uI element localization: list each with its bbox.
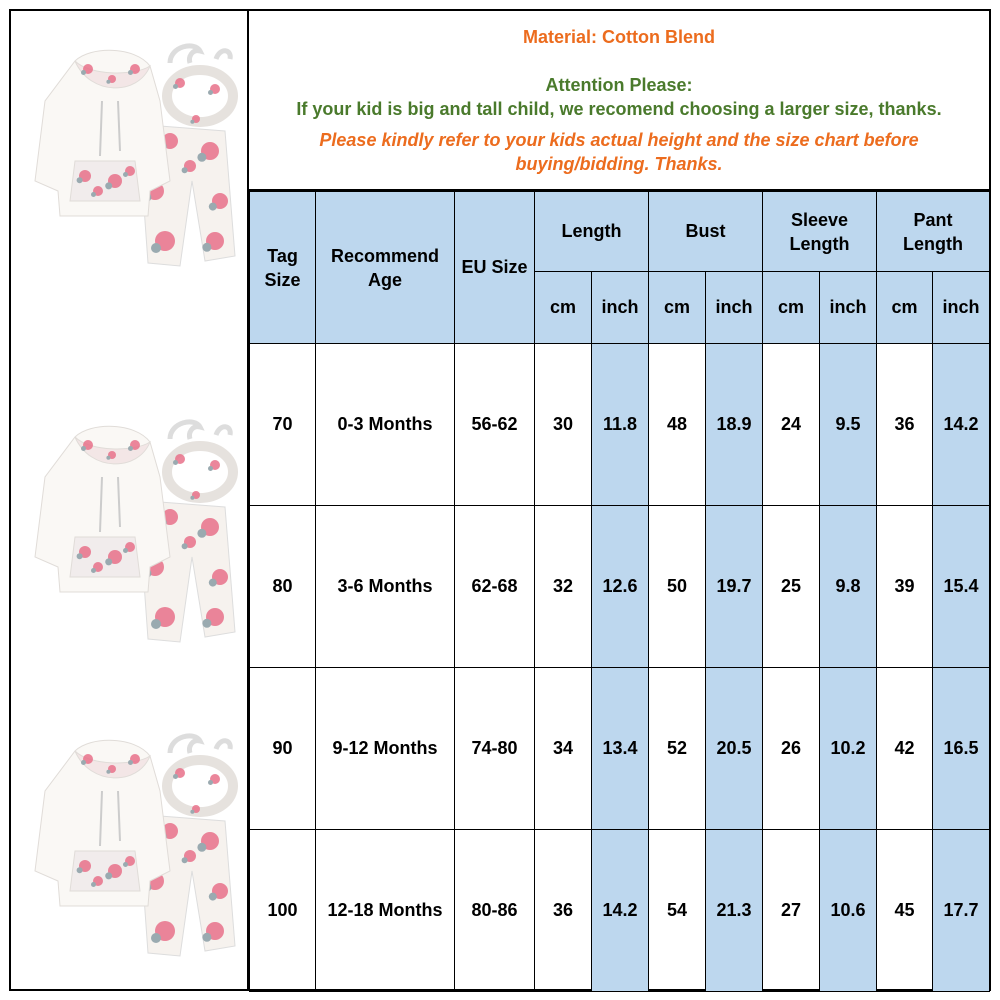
size-chart-table [249, 191, 990, 992]
cell-length-inch: 13.4 [592, 668, 649, 830]
cell-bust-cm: 52 [649, 668, 706, 830]
cell-pant-cm: 45 [877, 830, 933, 992]
header-unit-inch: inch [706, 272, 763, 344]
size-chart-panel [249, 11, 989, 989]
cell-bust-inch: 19.7 [706, 506, 763, 668]
header-unit-inch: inch [820, 272, 877, 344]
cell-age: 12-18 Months [316, 830, 455, 992]
cell-pant-inch: 17.7 [933, 830, 990, 992]
header-unit-cm: cm [535, 272, 592, 344]
cell-length-inch: 12.6 [592, 506, 649, 668]
cell-bust-cm: 54 [649, 830, 706, 992]
refer-notice-line-2: buying/bidding. Thanks. [515, 154, 723, 174]
cell-eu-size: 56-62 [455, 344, 535, 506]
cell-sleeve-inch: 9.8 [820, 506, 877, 668]
cell-sleeve-cm: 27 [763, 830, 820, 992]
cell-bust-cm: 50 [649, 506, 706, 668]
cell-eu-size: 80-86 [455, 830, 535, 992]
cell-tag-size: 70 [250, 344, 316, 506]
header-unit-cm: cm [649, 272, 706, 344]
cell-age: 9-12 Months [316, 668, 455, 830]
table-row [250, 830, 990, 992]
cell-sleeve-inch: 9.5 [820, 344, 877, 506]
material-text: Material: Cotton Blend [523, 27, 715, 47]
cell-age: 3-6 Months [316, 506, 455, 668]
floral-hoodie-outfit-photo [19, 417, 241, 647]
header-tag-size: Tag Size [250, 192, 316, 344]
table-row [250, 668, 990, 830]
cell-length-cm: 34 [535, 668, 592, 830]
cell-length-inch: 14.2 [592, 830, 649, 992]
table-row [250, 506, 990, 668]
cell-bust-inch: 18.9 [706, 344, 763, 506]
cell-sleeve-inch: 10.2 [820, 668, 877, 830]
cell-tag-size: 90 [250, 668, 316, 830]
cell-length-cm: 32 [535, 506, 592, 668]
cell-pant-inch: 15.4 [933, 506, 990, 668]
size-chart-frame [9, 9, 991, 991]
header-unit-cm: cm [877, 272, 933, 344]
product-info [249, 11, 989, 191]
header-length: Length [535, 192, 649, 272]
cell-pant-cm: 36 [877, 344, 933, 506]
header-recommend-age: Recommend Age [316, 192, 455, 344]
cell-bust-inch: 20.5 [706, 668, 763, 830]
cell-sleeve-inch: 10.6 [820, 830, 877, 992]
refer-notice-line-1: Please kindly refer to your kids actual height and the size chart before [319, 130, 919, 150]
product-image-column [11, 11, 249, 989]
cell-pant-cm: 39 [877, 506, 933, 668]
header-bust: Bust [649, 192, 763, 272]
table-row [250, 344, 990, 506]
size-advice-text: If your kid is big and tall child, we recomend choosing a larger size, thanks. [296, 99, 942, 119]
cell-sleeve-cm: 25 [763, 506, 820, 668]
header-pant-length: Pant Length [877, 192, 990, 272]
cell-age: 0-3 Months [316, 344, 455, 506]
cell-eu-size: 74-80 [455, 668, 535, 830]
cell-eu-size: 62-68 [455, 506, 535, 668]
cell-sleeve-cm: 24 [763, 344, 820, 506]
cell-length-cm: 30 [535, 344, 592, 506]
header-eu-size: EU Size [455, 192, 535, 344]
header-unit-inch: inch [933, 272, 990, 344]
cell-sleeve-cm: 26 [763, 668, 820, 830]
cell-pant-inch: 16.5 [933, 668, 990, 830]
cell-bust-cm: 48 [649, 344, 706, 506]
floral-hoodie-outfit-photo [19, 41, 241, 271]
cell-tag-size: 100 [250, 830, 316, 992]
floral-hoodie-outfit-photo [19, 731, 241, 961]
cell-length-inch: 11.8 [592, 344, 649, 506]
header-sleeve-length: Sleeve Length [763, 192, 877, 272]
cell-tag-size: 80 [250, 506, 316, 668]
header-unit-inch: inch [592, 272, 649, 344]
header-unit-cm: cm [763, 272, 820, 344]
cell-pant-cm: 42 [877, 668, 933, 830]
cell-length-cm: 36 [535, 830, 592, 992]
cell-pant-inch: 14.2 [933, 344, 990, 506]
cell-bust-inch: 21.3 [706, 830, 763, 992]
attention-title: Attention Please: [545, 75, 693, 95]
